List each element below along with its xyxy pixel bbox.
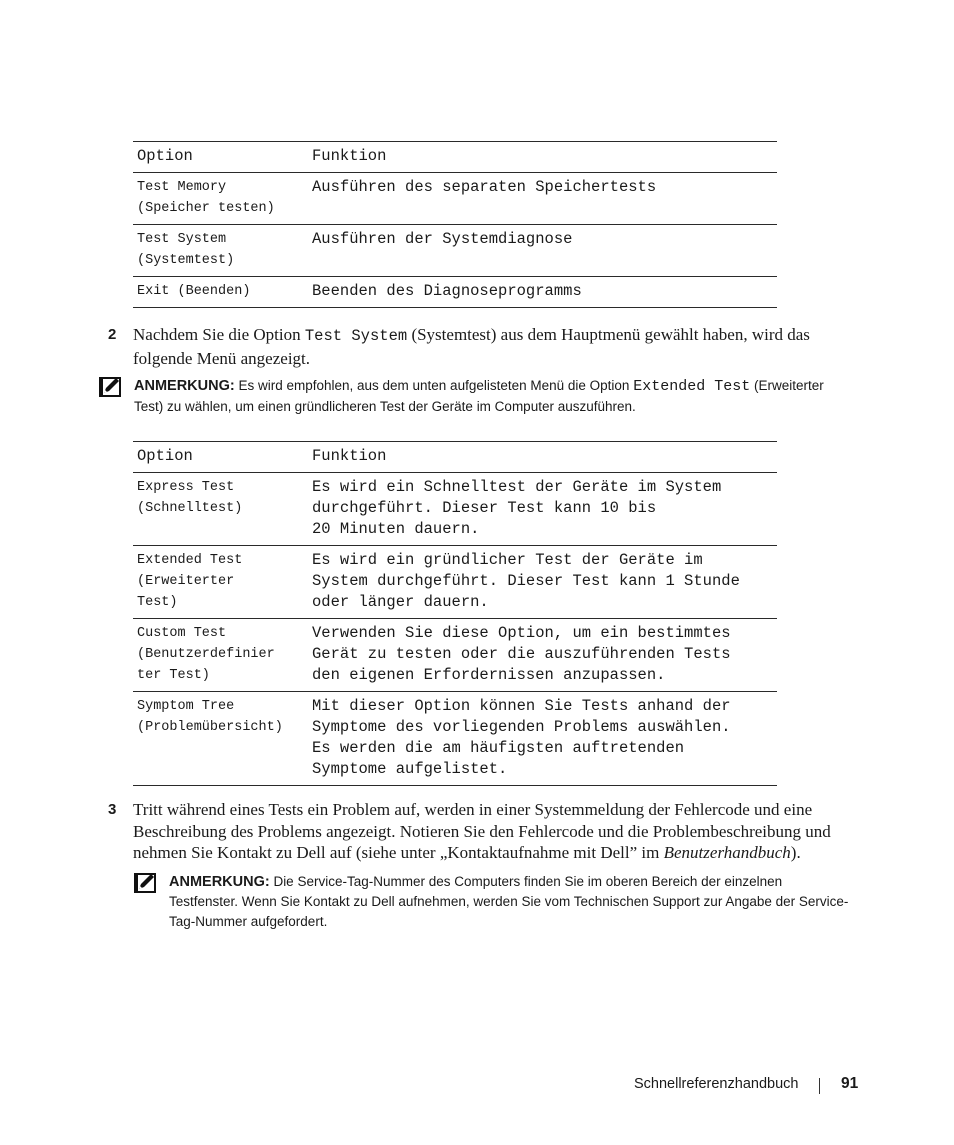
function-cell: Mit dieser Option können Sie Tests anhand der Symptome des vorliegenden Problems auswählen. Es werden die am häufigsten auftretenden Symptome aufgelistet. (312, 697, 731, 778)
note-2-text: Die Service-Tag-Nummer des Computers finden Sie im oberen Bereich der einzelnen Testfenster. Wenn Sie Kontakt zu Dell aufnehmen, werden Sie vom Technischen Support zur Angabe der Service-Tag-Nummer aufgefordert. (169, 874, 849, 929)
table-header-row (133, 442, 777, 473)
option-cell: Extended Test (Erweiterter Test) (137, 553, 243, 610)
function-cell: Es wird ein Schnelltest der Geräte im System durchgeführt. Dieser Test kann 10 bis 20 Minuten dauern. (312, 478, 722, 538)
option-cell: Express Test (Schnelltest) (137, 480, 243, 516)
function-cell: Verwenden Sie diese Option, um ein bestimmtes Gerät zu testen oder die auszuführenden Tests den eigenen Erfordernissen anzupassen. (312, 624, 731, 684)
page-number: 91 (841, 1075, 859, 1092)
note-1-code: Extended Test (633, 378, 751, 395)
footer-title: Schnellreferenzhandbuch (634, 1076, 799, 1092)
pencil-note-icon (134, 873, 156, 893)
step-number-2: 2 (108, 326, 117, 343)
options-table-test-menu (133, 441, 777, 786)
step-2-text-before: Nachdem Sie die Option (133, 325, 305, 344)
option-cell: Test Memory (Speicher testen) (137, 180, 275, 216)
header-function: Funktion (312, 147, 387, 165)
header-option: Option (137, 447, 193, 465)
pencil-note-icon (99, 377, 121, 397)
option-cell: Exit (Beenden) (137, 284, 251, 299)
step-number-3: 3 (108, 801, 117, 818)
table-row (133, 225, 777, 277)
option-cell: Custom Test (Benutzerdefinier ter Test) (137, 626, 275, 683)
function-cell: Ausführen des separaten Speichertests (312, 178, 657, 196)
step-3-text-before: Tritt während eines Tests ein Problem auf, werden in einer Systemmeldung der Fehlercode und eine Beschreibung des Problems angezeigt. Notieren Sie den Fehlercode und die Problembeschreibung und nehmen Sie Kontakt zu Dell auf (siehe unter „Kontaktaufnahme mit Dell” im (133, 800, 831, 862)
step-2-code: Test System (304, 327, 408, 345)
table-row (133, 277, 777, 308)
note-1-label: ANMERKUNG: (134, 378, 235, 394)
table-row (133, 473, 777, 546)
step-2-text-after: (Systemtest) aus dem Hauptmenü gewählt haben, wird das folgende Menü angezeigt. (133, 325, 810, 368)
header-option: Option (137, 147, 193, 165)
options-table-main-menu (133, 141, 777, 308)
step-2-text (133, 324, 863, 369)
function-cell: Es wird ein gründlicher Test der Geräte im System durchgeführt. Dieser Test kann 1 Stunde oder länger dauern. (312, 551, 740, 611)
option-cell: Symptom Tree (Problemübersicht) (137, 699, 283, 735)
step-3-italic: Benutzerhandbuch (663, 843, 791, 862)
table-row (133, 619, 777, 692)
step-3-text (133, 799, 863, 864)
note-2 (169, 872, 849, 932)
function-cell: Ausführen der Systemdiagnose (312, 230, 573, 248)
table-row (133, 173, 777, 225)
table-header-row (133, 142, 777, 173)
note-1-text-after: (Erweiterter Test) zu wählen, um einen gründlicheren Test der Geräte im Computer auszuführen. (134, 378, 824, 414)
header-function: Funktion (312, 447, 387, 465)
table-row (133, 692, 777, 786)
options-table-body (133, 442, 777, 786)
function-cell: Beenden des Diagnoseprogramms (312, 282, 582, 300)
table-row (133, 546, 777, 619)
step-3-text-after: ). (790, 843, 801, 862)
option-cell: Test System (Systemtest) (137, 232, 235, 268)
note-1-text-before: Es wird empfohlen, aus dem unten aufgelisteten Menü die Option (234, 378, 634, 393)
note-1 (134, 376, 834, 417)
options-table-body (133, 142, 777, 308)
note-2-label: ANMERKUNG: (169, 874, 270, 890)
footer-divider (819, 1078, 820, 1094)
